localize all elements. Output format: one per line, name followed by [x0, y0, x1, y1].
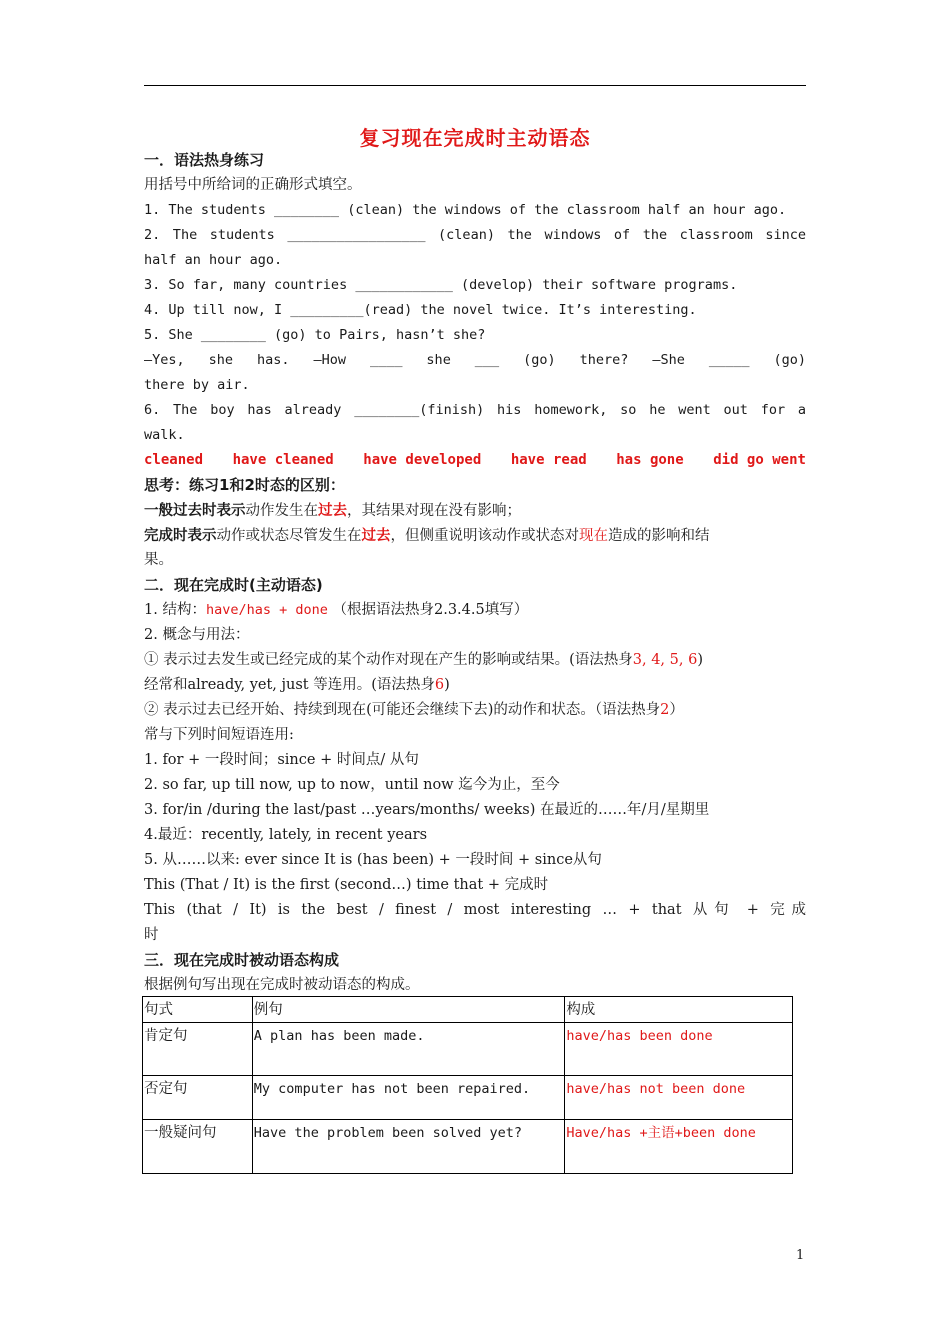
phrase-item-5: 5. 从……以来: ever since It is (has been) + 一段时间 + since从句 [144, 852, 602, 868]
phrase-item-3: 3. for/in /during the last/past …years/months/ weeks) 在最近的……年/月/星期里 [144, 802, 710, 818]
perfect-tense-term: 完成时表示 [144, 527, 217, 544]
section1-heading: 一．语法热身练习 [144, 151, 265, 169]
header-sentence-type: 句式 [143, 997, 253, 1023]
phrase-item-7: This (that / It) is the best / finest / most interesting … + that 从句 + 完成 [144, 902, 806, 918]
usage-2-text: ② 表示过去已经开始、持续到现在(可能还会继续下去)的动作和状态。（语法热身 [144, 702, 661, 718]
structure-formula: have/has + done [205, 602, 328, 618]
answer-2: have cleaned [232, 452, 334, 468]
answer-3: have developed [363, 452, 482, 468]
page-number: 1 [796, 1248, 805, 1263]
answer-key [144, 448, 806, 473]
think-heading: 思考：练习1和2时态的区别： [144, 476, 345, 494]
phrase-item-7b: 时 [144, 927, 159, 943]
past-tense-term: 一般过去时表示 [144, 502, 246, 519]
think-perfect-line-end: 果。 [144, 552, 173, 568]
section3-instruction: 根据例句写出现在完成时被动语态的构成。 [144, 977, 420, 993]
row-form: have/has not been done [565, 1076, 793, 1120]
phrase-item-4: 4.最近：recently, lately, in recent years [144, 827, 428, 843]
perfect-text-3: 造成的影响和结 [608, 528, 710, 544]
row-form: Have/has +主语+been done [565, 1120, 793, 1174]
answer-6: did go went [713, 452, 806, 468]
usage-1-end: ) [697, 652, 703, 668]
usage-1b-end: ) [444, 677, 450, 693]
table-row [143, 1120, 793, 1174]
perfect-highlight-past: 过去 [361, 527, 391, 544]
exercise-line-5c: there by air. [144, 377, 250, 393]
answer-1: cleaned [144, 452, 204, 468]
section2-heading: 二．现在完成时(主动语态) [144, 576, 323, 594]
usage-1b-ref: 6 [434, 677, 445, 693]
think-past-line [144, 498, 806, 523]
past-text-2: ，其结果对现在没有影响； [347, 503, 521, 519]
answer-5: has gone [616, 452, 684, 468]
phrase-item-1: 1. for + 一段时间；since + 时间点/ 从句 [144, 752, 419, 768]
header-rule [144, 85, 806, 86]
perfect-text-1: 动作或状态尽管发生在 [216, 528, 362, 544]
exercise-line-6: 6. The boy has already ________(finish) his homework, so he went out for a [144, 402, 806, 418]
perfect-highlight-now: 现在 [579, 528, 608, 544]
think-perfect-line [144, 523, 806, 548]
table-row [143, 1023, 793, 1076]
row-type: 一般疑问句 [143, 1120, 253, 1174]
exercise-line-4: 4. Up till now, I _________(read) the novel twice. It’s interesting. [144, 302, 697, 318]
exercise-line-3: 3. So far, many countries ____________ (develop) their software programs. [144, 277, 738, 293]
header-example: 例句 [252, 997, 565, 1023]
phrase-item-2: 2. so far, up till now, up to now，until now 迄今为止，至今 [144, 777, 560, 793]
usage-1b-text: 经常和already, yet, just 等连用。(语法热身 [144, 677, 435, 693]
usage-label: 2. 概念与用法： [144, 627, 250, 643]
passive-voice-table [142, 996, 793, 1174]
exercise-line-6b: walk. [144, 427, 185, 443]
table-row [143, 1076, 793, 1120]
usage-2-ref: 2 [660, 702, 670, 718]
row-form: have/has been done [565, 1023, 793, 1076]
table-header-row [143, 997, 793, 1023]
document-body [144, 148, 806, 998]
exercise-line-5: 5. She ________ (go) to Pairs, hasn’t she? [144, 327, 486, 343]
row-type: 肯定句 [143, 1023, 253, 1076]
row-example: Have the problem been solved yet? [252, 1120, 565, 1174]
common-phrases-label: 常与下列时间短语连用: [144, 727, 294, 743]
exercise-line-5b: —Yes, she has. —How ____ she ___ (go) there? —She _____ (go) [144, 352, 806, 368]
exercise-line-2: 2. The students _________________ (clean) the windows of the classroom since [144, 227, 806, 243]
row-type: 否定句 [143, 1076, 253, 1120]
usage-1-refs: 3, 4, 5, 6 [632, 652, 698, 668]
perfect-text-2: ，但侧重说明该动作或状态对 [390, 528, 579, 544]
structure-note: （根据语法热身2.3.4.5填写） [327, 602, 529, 618]
structure-label: 1. 结构： [144, 602, 206, 618]
section3-heading: 三．现在完成时被动语态构成 [144, 951, 340, 969]
exercise-line-2b: half an hour ago. [144, 252, 283, 268]
past-highlight: 过去 [318, 502, 347, 519]
row-example: A plan has been made. [252, 1023, 565, 1076]
usage-2-end: ） [669, 702, 684, 718]
answer-4: have read [510, 452, 587, 468]
header-structure: 构成 [565, 997, 793, 1023]
usage-1-text: ① 表示过去发生或已经完成的某个动作对现在产生的影响或结果。(语法热身 [144, 652, 633, 668]
past-text-1: 动作发生在 [245, 503, 318, 519]
phrase-item-6: This (That / It) is the first (second…) time that + 完成时 [144, 877, 549, 893]
exercise-line-1: 1. The students ________ (clean) the windows of the classroom half an hour ago. [144, 202, 787, 218]
page-title: 复习现在完成时主动语态 [359, 126, 591, 150]
usage-1b [144, 673, 806, 698]
row-example: My computer has not been repaired. [252, 1076, 565, 1120]
usage-2 [144, 698, 806, 723]
structure-line [144, 598, 806, 623]
section1-instruction: 用括号中所给词的正确形式填空。 [144, 177, 362, 193]
usage-1 [144, 648, 806, 673]
